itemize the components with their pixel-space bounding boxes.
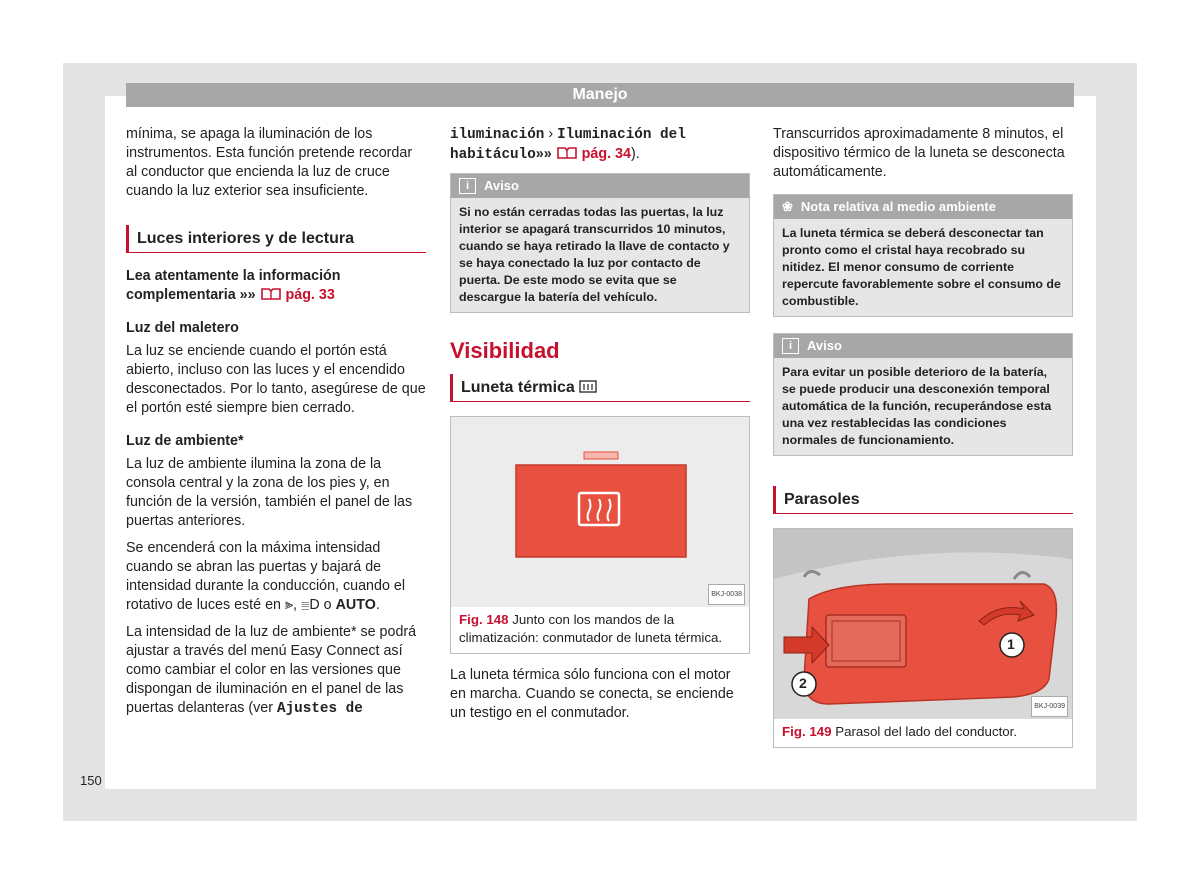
figure-148 xyxy=(450,416,750,654)
rear-defrost-icon xyxy=(579,379,597,396)
paragraph: Transcurridos aproximadamente 8 minutos, el dispositivo térmico de la luneta se desconecta automáticamente. xyxy=(773,126,1065,180)
figure-149 xyxy=(773,528,1073,748)
paragraph: La luneta térmica sólo funciona con el motor en marcha. Cuando se conecta, se enciende un testigo en el conmutador. xyxy=(450,667,734,721)
section-heading-luces-interiores: Luces interiores y de lectura xyxy=(126,225,426,253)
chapter-header: Manejo xyxy=(126,83,1074,107)
paragraph-continued: iluminación › Iluminación del habitáculo»» pág. 34). xyxy=(450,126,686,163)
note-box-aviso xyxy=(450,173,750,313)
figure-code: BKJ-0038 xyxy=(708,584,745,605)
paragraph: mínima, se apaga la iluminación de los instrumentos. Esta función pretende recordar al conductor que encienda la luz de cruce cuando la luz exterior sea insuficiente. xyxy=(126,126,413,199)
section-heading-luneta: Luneta térmica xyxy=(450,374,750,402)
page-frame-right xyxy=(1096,63,1137,821)
note-body: Si no están cerradas todas las puertas, la luz interior se apagará transcurridos 10 minutos, cuando se haya retirado la llave de contacto y se haya conectado la luz por contacto de puerta. De este modo se evita que se descargue la batería del vehículo. xyxy=(459,205,730,304)
page-frame-left xyxy=(63,63,105,821)
note-header: i Aviso xyxy=(774,334,1072,358)
column-3 xyxy=(773,125,1073,748)
callout-1: 1 xyxy=(1007,636,1015,652)
figure-caption: Fig. 148 Junto con los mandos de la climatización: conmutador de luneta térmica. xyxy=(459,612,723,645)
paragraph: La intensidad de la luz de ambiente* se podrá ajustar a través del menú Easy Connect así como cambiar el color en las versiones que dispongan de iluminación en el panel de las puertas delanteras (ver Ajustes de xyxy=(126,624,417,717)
page-frame-bottom xyxy=(63,789,1137,821)
note-header: i Aviso xyxy=(451,174,749,198)
auto-label: AUTO xyxy=(335,597,376,613)
info-icon: i xyxy=(459,178,476,194)
environment-flower-icon: ❀ xyxy=(782,199,793,214)
column-1 xyxy=(126,125,426,727)
chapter-title-visibilidad: Visibilidad xyxy=(450,338,560,363)
book-reference-icon[interactable] xyxy=(556,146,578,160)
defrost-switch-illustration xyxy=(451,417,749,607)
page-link[interactable]: pág. 33 xyxy=(285,287,335,303)
paragraph: Se encenderá con la máxima intensidad cuando se abran las puertas y bajará de intensidad durante la conducción, cuando el rotativo de luces esté en ⫸, ≣D o AUTO. xyxy=(126,540,405,613)
note-body: La luneta térmica se deberá desconectar tan pronto como el cristal haya recobrado su nitidez. El menor consumo de corriente repercute favorablemente sobre el consumo de combustible. xyxy=(782,226,1061,308)
callout-2: 2 xyxy=(799,675,807,691)
menu-path: Ajustes de xyxy=(277,701,363,717)
sun-visor-illustration xyxy=(774,529,1072,719)
note-box-medio-ambiente xyxy=(773,194,1073,317)
figure-code: BKJ-0039 xyxy=(1031,696,1068,717)
note-body: Para evitar un posible deterioro de la batería, se puede producir una desconexión temporal automática de la función, recuperándose esta una vez restablecidas las condiciones normales de funcionamiento. xyxy=(782,365,1052,447)
info-icon: i xyxy=(782,338,799,354)
book-reference-icon[interactable] xyxy=(260,287,282,301)
subheading-luz-ambiente: Luz de ambiente* xyxy=(126,433,244,449)
subheading-luz-maletero: Luz del maletero xyxy=(126,320,239,336)
figure-caption: Fig. 149 Parasol del lado del conductor. xyxy=(782,724,1018,739)
note-header: ❀ Nota relativa al medio ambiente xyxy=(774,195,1072,219)
page-number: 150 xyxy=(80,773,102,788)
column-2 xyxy=(450,125,750,731)
page-link[interactable]: pág. 34 xyxy=(581,146,631,162)
paragraph: La luz de ambiente ilumina la zona de la consola central y la zona de los pies y, en función de la versión, también el panel de las puertas anteriores. xyxy=(126,456,413,529)
lead-paragraph: Lea atentamente la información complementaria »» pág. 33 xyxy=(126,268,341,303)
section-heading-parasoles: Parasoles xyxy=(773,486,1073,514)
note-box-aviso xyxy=(773,333,1073,456)
low-beam-icon: ≣D xyxy=(300,597,320,613)
parking-light-icon: ⫸ xyxy=(284,597,294,613)
paragraph: La luz se enciende cuando el portón está abierto, incluso con las luces y el encendido desconectados. Por lo tanto, asegúrese de que el portón esté siempre bien cerrado. xyxy=(126,343,426,416)
